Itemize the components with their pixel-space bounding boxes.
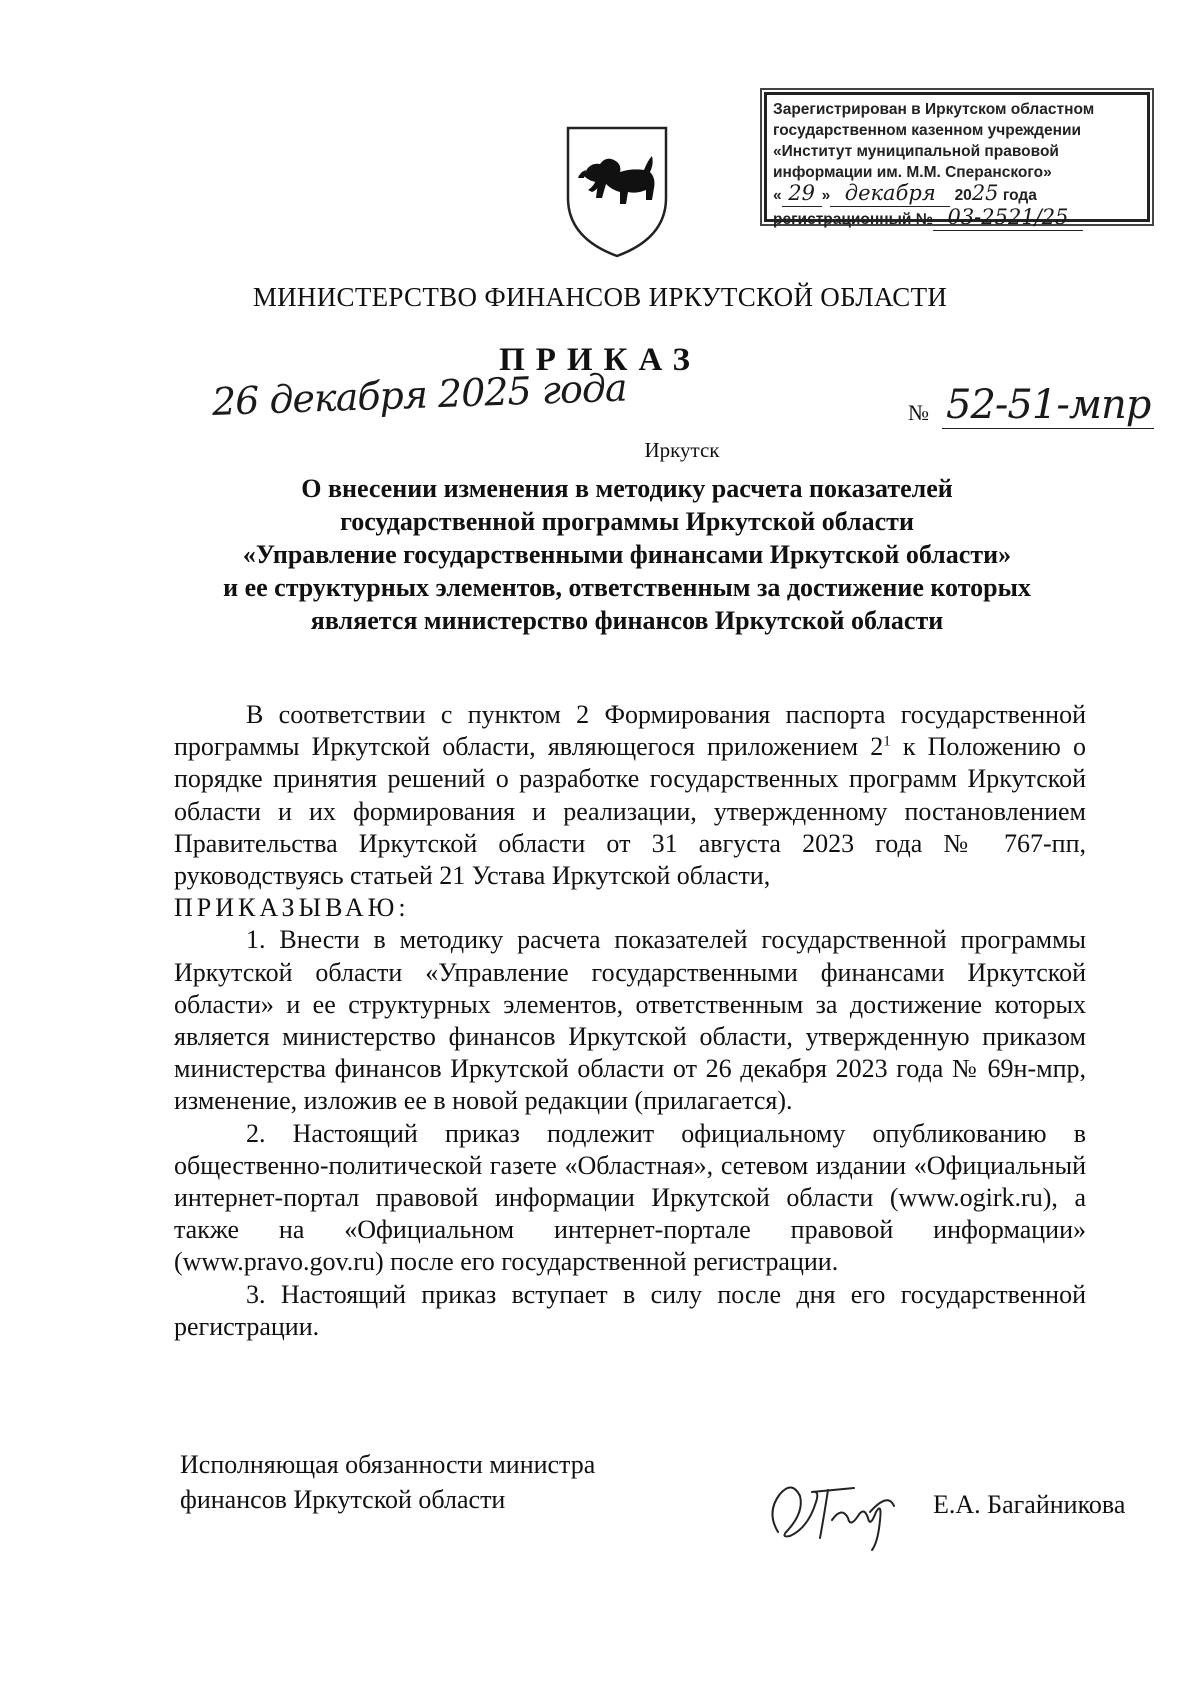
stamp-date-line: « 29 » декабря 2025 года bbox=[773, 181, 1037, 205]
handwritten-signature bbox=[758, 1472, 908, 1552]
title-line: О внесении изменения в методику расчета показателей bbox=[301, 474, 953, 503]
handwritten-date: 26 декабря 2025 года bbox=[211, 365, 628, 424]
title-line: является министерство финансов Иркутской области bbox=[310, 606, 944, 635]
title-line: «Управление государственными финансами Иркутской области» bbox=[242, 540, 1012, 569]
stamp-line: Зарегистрирован в Иркутском областном bbox=[773, 101, 1095, 118]
item-paragraph: 3. Настоящий приказ вступает в силу после дня его государственной регистрации. bbox=[174, 1279, 1086, 1341]
document-title bbox=[172, 472, 1082, 637]
item-paragraph: 2. Настоящий приказ подлежит официальному опубликованию в общественно-политической газете «Областная», сетевом издании «Официальный интернет-портал правовой информации Иркутской области (www.ogirk.ru), а также на «Официальном интернет-портале правовой информации» (www.pravo.gov.ru) после его государственной регистрации. bbox=[174, 1118, 1086, 1277]
command-word: ПРИКАЗЫВАЮ: bbox=[174, 893, 410, 923]
signatory-title bbox=[180, 1447, 595, 1517]
number-label: № bbox=[908, 400, 929, 425]
title-line: государственной программы Иркутской области bbox=[340, 507, 914, 536]
signatory-title-line: финансов Иркутской области bbox=[180, 1485, 506, 1514]
title-line: и ее структурных элементов, ответственным за достижение которых bbox=[223, 573, 1031, 602]
stamp-day: 29 bbox=[788, 181, 815, 205]
preamble-paragraph bbox=[174, 699, 1086, 892]
stamp-line: государственном казенном учреждении bbox=[773, 122, 1082, 139]
stamp-year-suffix: 25 bbox=[971, 181, 999, 205]
stamp-reg-label: регистрационный № bbox=[773, 211, 933, 228]
registration-stamp bbox=[764, 92, 1150, 229]
stamp-line: информации им. М.М. Сперанского» bbox=[773, 164, 1052, 181]
handwritten-number: 52-51-мпр bbox=[942, 382, 1154, 429]
stamp-reg-line bbox=[773, 207, 1141, 231]
document-body bbox=[174, 699, 1086, 1343]
preamble-text: В соответствии с пунктом 2 Формирования паспорта государственной программы Иркутской области, являющегося приложением 2 bbox=[174, 700, 1086, 762]
stamp-reg-number: 03-2521/25 bbox=[947, 205, 1069, 229]
coat-of-arms-icon bbox=[562, 120, 672, 260]
stamp-month: декабря bbox=[844, 181, 936, 205]
preamble-superscript: 1 bbox=[883, 733, 891, 750]
stamp-year-prefix: 20 bbox=[954, 187, 972, 204]
item-paragraph: 1. Внести в методику расчета показателей государственной программы Иркутской области «Управление государственными финансами Иркутской области» и ее структурных элементов, ответственным за достижение которых является министерство финансов Иркутской области, утвержденную приказом министерства финансов Иркутской области от 26 декабря 2023 года № 69н-мпр, изменение, изложив ее в новой редакции (прилагается). bbox=[174, 925, 1086, 1116]
signatory-title-line: Исполняющая обязанности министра bbox=[180, 1450, 596, 1479]
signatory-name: Е.А. Багайникова bbox=[933, 1490, 1126, 1519]
stamp-year-word: года bbox=[1002, 187, 1037, 204]
city: Иркутск bbox=[644, 438, 720, 462]
ministry-name: МИНИСТЕРСТВО ФИНАНСОВ ИРКУТСКОЙ ОБЛАСТИ bbox=[252, 282, 948, 312]
preamble-text-cont: к Положению о порядке принятия решений о разработке государственных программ Иркутской области и их формирования и реализации, утвержденному постановлением Правительства Иркутской области от 31 августа 2023 года № 767-пп, руководствуясь статьей 21 Устава Иркутской области, bbox=[174, 732, 1086, 891]
stamp-line: «Институт муниципальной правовой bbox=[773, 143, 1059, 160]
document-type: ПРИКАЗ bbox=[499, 342, 701, 378]
